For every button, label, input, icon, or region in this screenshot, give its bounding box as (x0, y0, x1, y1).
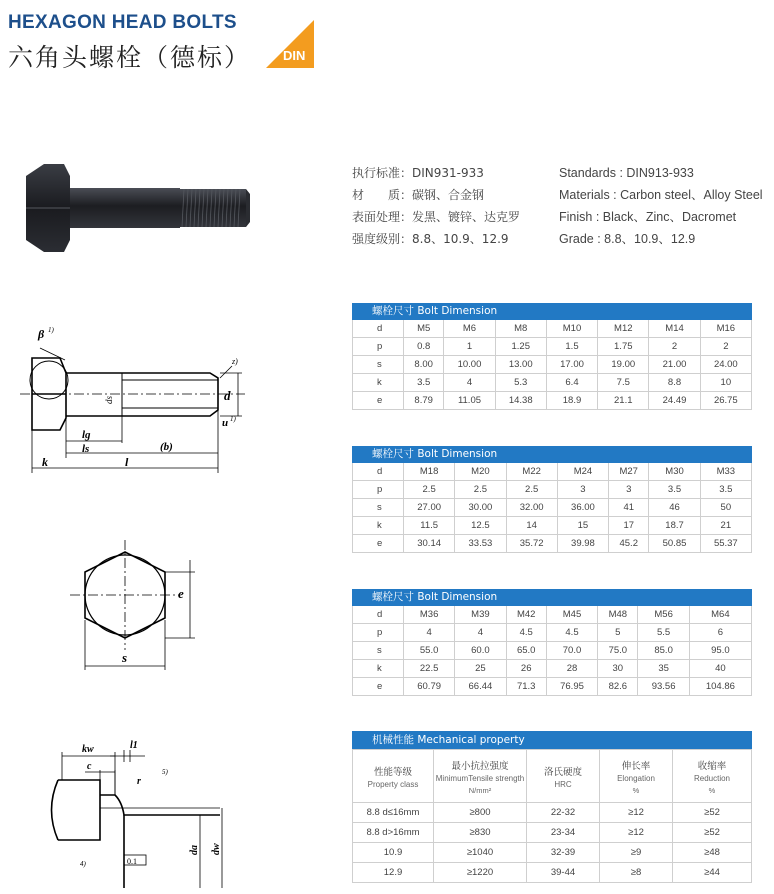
cell: ≥1040 (434, 843, 527, 863)
cell: 35 (638, 660, 689, 678)
label-tolerance: 0.1 (127, 857, 137, 866)
cell: 104.86 (689, 678, 751, 696)
cell: 60.0 (455, 642, 506, 660)
cell: 23-34 (527, 823, 600, 843)
cell: M30 (649, 463, 700, 481)
cell: ≥830 (434, 823, 527, 843)
spec-grade-cn: 强度级别：8.8、10.9、12.9 (352, 232, 509, 246)
cell: ≥48 (673, 843, 752, 863)
cell: 3 (557, 481, 608, 499)
cell: M5 (404, 320, 444, 338)
row-label: e (353, 392, 404, 410)
row-label: k (353, 517, 404, 535)
cell: 12.5 (455, 517, 506, 535)
cell: 8.8 d≤16mm (353, 803, 434, 823)
cell: 21 (700, 517, 751, 535)
specs-english (559, 162, 763, 250)
label-u: u (222, 417, 229, 429)
label-beta-note: 1) (48, 326, 54, 334)
cell: M48 (598, 606, 638, 624)
label-beta: β (38, 327, 45, 341)
cell: 8.00 (404, 356, 444, 374)
label-d: d (224, 388, 231, 403)
cell: 21.00 (649, 356, 700, 374)
table-row (353, 338, 752, 356)
cell: M64 (689, 606, 751, 624)
table-row (353, 606, 752, 624)
cell: 10.00 (444, 356, 495, 374)
cell: 26 (506, 660, 546, 678)
cell: 4 (404, 624, 455, 642)
cell: 55.0 (404, 642, 455, 660)
spec-finish-en: Finish : Black、Zinc、Dacromet (559, 210, 737, 224)
cell: 5.3 (495, 374, 546, 392)
header-property-class: 性能等级 Property class (353, 750, 434, 803)
label-c: c (87, 761, 92, 772)
label-note4: 4) (80, 860, 86, 868)
cell: 95.0 (689, 642, 751, 660)
header-tensile-strength: 最小抗拉强度 MinimumTensile strength N/mm² (434, 750, 527, 803)
table-row (353, 374, 752, 392)
cell: M27 (609, 463, 649, 481)
cell: 7.5 (598, 374, 649, 392)
spec-material-cn: 材 质：碳钢、合金钢 (352, 188, 485, 202)
mechanical-row (353, 843, 752, 863)
table-row (353, 356, 752, 374)
cell: 8.79 (404, 392, 444, 410)
table-row (353, 499, 752, 517)
cell: 2.5 (455, 481, 506, 499)
label-lg: lg (82, 429, 91, 441)
cell: 11.5 (404, 517, 455, 535)
cell: 8.8 d>16mm (353, 823, 434, 843)
cell: 2 (649, 338, 700, 356)
cell: 66.44 (455, 678, 506, 696)
cell: 22-32 (527, 803, 600, 823)
cell: 13.00 (495, 356, 546, 374)
mechanical-header-row (353, 750, 752, 803)
label-dw: dw (211, 843, 222, 855)
cell: 2.5 (506, 481, 557, 499)
cell: 1 (444, 338, 495, 356)
title-chinese: 六角头螺栓（德标） (8, 43, 252, 72)
cell: 32-39 (527, 843, 600, 863)
cell: 36.00 (557, 499, 608, 517)
row-label: k (353, 374, 404, 392)
cell: 1.5 (546, 338, 597, 356)
cell: 76.95 (546, 678, 597, 696)
cell: M6 (444, 320, 495, 338)
cell: 10.9 (353, 843, 434, 863)
cell: 25 (455, 660, 506, 678)
cell: M42 (506, 606, 546, 624)
header-hardness: 洛氏硬度 HRC (527, 750, 600, 803)
cell: 4 (444, 374, 495, 392)
cell: 60.79 (404, 678, 455, 696)
row-label: d (353, 606, 404, 624)
cell: 14.38 (495, 392, 546, 410)
label-l1: l1 (130, 740, 138, 751)
row-label: p (353, 338, 404, 356)
cell: M20 (455, 463, 506, 481)
table-row (353, 463, 752, 481)
mechanical-row (353, 823, 752, 843)
table-row (353, 320, 752, 338)
cell: M16 (700, 320, 751, 338)
label-b: (b) (160, 441, 173, 453)
mechanical-row (353, 803, 752, 823)
label-z: z) (232, 357, 238, 366)
cell: M18 (404, 463, 455, 481)
cell: 12.9 (353, 863, 434, 883)
table-row (353, 392, 752, 410)
spec-grade-en: Grade : 8.8、10.9、12.9 (559, 232, 696, 246)
spec-finish-cn: 表面处理：发黑、镀锌、达克罗 (352, 210, 521, 224)
cell: 3.5 (649, 481, 700, 499)
label-ls: ls (82, 443, 90, 455)
din-badge-label: DIN (283, 48, 306, 63)
title-english: HEXAGON HEAD BOLTS (8, 12, 237, 33)
cell: 30.00 (455, 499, 506, 517)
cell: 4 (455, 624, 506, 642)
cell: 4.5 (506, 624, 546, 642)
cell: 70.0 (546, 642, 597, 660)
cell: 32.00 (506, 499, 557, 517)
dimension-table-3 (352, 589, 752, 696)
label-l: l (125, 455, 129, 469)
row-label: e (353, 535, 404, 553)
cell: 8.8 (649, 374, 700, 392)
dimension-table-1-title: 螺栓尺寸 Bolt Dimension (352, 303, 752, 320)
table-row (353, 660, 752, 678)
cell: 5 (598, 624, 638, 642)
cell: 2.5 (404, 481, 455, 499)
label-k: k (42, 455, 48, 469)
cell: M33 (700, 463, 751, 481)
cell: 19.00 (598, 356, 649, 374)
cell: 1.25 (495, 338, 546, 356)
mechanical-property-title: 机械性能 Mechanical property (352, 731, 752, 749)
mechanical-property-body (353, 750, 752, 883)
cell: ≥12 (600, 803, 673, 823)
cell: 14 (506, 517, 557, 535)
cell: M22 (506, 463, 557, 481)
cell: M14 (649, 320, 700, 338)
row-label: p (353, 481, 404, 499)
cell: 1.75 (598, 338, 649, 356)
cell: 85.0 (638, 642, 689, 660)
cell: 46 (649, 499, 700, 517)
cell: 75.0 (598, 642, 638, 660)
cell: 82.6 (598, 678, 638, 696)
header-reduction: 收缩率 Reduction % (673, 750, 752, 803)
label-ds: ds (104, 395, 114, 404)
cell: ≥8 (600, 863, 673, 883)
dimension-table-2-title: 螺栓尺寸 Bolt Dimension (352, 446, 752, 463)
cell: 71.3 (506, 678, 546, 696)
cell: 24.00 (700, 356, 751, 374)
label-e: e (178, 586, 184, 601)
cell: ≥52 (673, 803, 752, 823)
dimension-table-1 (352, 303, 752, 410)
cell: M24 (557, 463, 608, 481)
cell: 6 (689, 624, 751, 642)
dimension-table-3-body (353, 606, 752, 696)
dimension-table-2 (352, 446, 752, 553)
cell: 39-44 (527, 863, 600, 883)
cell: 93.56 (638, 678, 689, 696)
cell: 6.4 (546, 374, 597, 392)
cell: 65.0 (506, 642, 546, 660)
label-u-note: 1) (230, 415, 236, 423)
cell: ≥1220 (434, 863, 527, 883)
cell: 40 (689, 660, 751, 678)
cell: 4.5 (546, 624, 597, 642)
cell: 11.05 (444, 392, 495, 410)
cell: M10 (546, 320, 597, 338)
cell: 30 (598, 660, 638, 678)
cell: 26.75 (700, 392, 751, 410)
table-row (353, 678, 752, 696)
label-note5: 5) (162, 768, 168, 776)
row-label: s (353, 499, 404, 517)
cell: 0.8 (404, 338, 444, 356)
cell: 27.00 (404, 499, 455, 517)
cell: 15 (557, 517, 608, 535)
dimension-table-1-body (353, 320, 752, 410)
cell: 10 (700, 374, 751, 392)
label-r: r (137, 776, 141, 787)
cell: 24.49 (649, 392, 700, 410)
cell: ≥44 (673, 863, 752, 883)
bolt-hex-view-drawing (70, 540, 200, 675)
table-row (353, 481, 752, 499)
spec-material-en: Materials : Carbon steel、Alloy Steel (559, 188, 763, 202)
bolt-side-view-drawing (10, 318, 260, 478)
table-row (353, 624, 752, 642)
cell: 45.2 (609, 535, 649, 553)
label-s: s (122, 650, 128, 665)
mechanical-row (353, 863, 752, 883)
header-elongation: 伸长率 Elongation % (600, 750, 673, 803)
table-row (353, 535, 752, 553)
cell: 50 (700, 499, 751, 517)
row-label: e (353, 678, 404, 696)
label-kw: kw (82, 744, 94, 755)
cell: ≥800 (434, 803, 527, 823)
spec-standard-cn: 执行标准：DIN931-933 (352, 166, 484, 180)
cell: ≥12 (600, 823, 673, 843)
bolt-photo-image (20, 158, 260, 258)
cell: M36 (404, 606, 455, 624)
cell: M56 (638, 606, 689, 624)
cell: 41 (609, 499, 649, 517)
label-da: da (189, 845, 200, 855)
cell: 17 (609, 517, 649, 535)
cell: ≥52 (673, 823, 752, 843)
row-label: s (353, 642, 404, 660)
cell: M45 (546, 606, 597, 624)
row-label: p (353, 624, 404, 642)
cell: M8 (495, 320, 546, 338)
cell: 18.9 (546, 392, 597, 410)
cell: 5.5 (638, 624, 689, 642)
row-label: d (353, 320, 404, 338)
cell: ≥9 (600, 843, 673, 863)
cell: 2 (700, 338, 751, 356)
cell: M12 (598, 320, 649, 338)
cell: 3 (609, 481, 649, 499)
cell: 50.85 (649, 535, 700, 553)
specs-chinese (352, 162, 520, 250)
row-label: d (353, 463, 404, 481)
spec-standard-en: Standards : DIN913-933 (559, 166, 694, 180)
cell: 55.37 (700, 535, 751, 553)
cell: 22.5 (404, 660, 455, 678)
cell: 3.5 (404, 374, 444, 392)
cell: 33.53 (455, 535, 506, 553)
cell: 3.5 (700, 481, 751, 499)
mechanical-property-table (352, 731, 752, 883)
cell: 30.14 (404, 535, 455, 553)
dimension-table-2-body (353, 463, 752, 553)
cell: 18.7 (649, 517, 700, 535)
cell: 39.98 (557, 535, 608, 553)
row-label: s (353, 356, 404, 374)
dimension-table-3-title: 螺栓尺寸 Bolt Dimension (352, 589, 752, 606)
table-row (353, 517, 752, 535)
row-label: k (353, 660, 404, 678)
table-row (353, 642, 752, 660)
cell: M39 (455, 606, 506, 624)
cell: 35.72 (506, 535, 557, 553)
cell: 28 (546, 660, 597, 678)
cell: 17.00 (546, 356, 597, 374)
bolt-detail-view-drawing (40, 740, 240, 890)
cell: 21.1 (598, 392, 649, 410)
